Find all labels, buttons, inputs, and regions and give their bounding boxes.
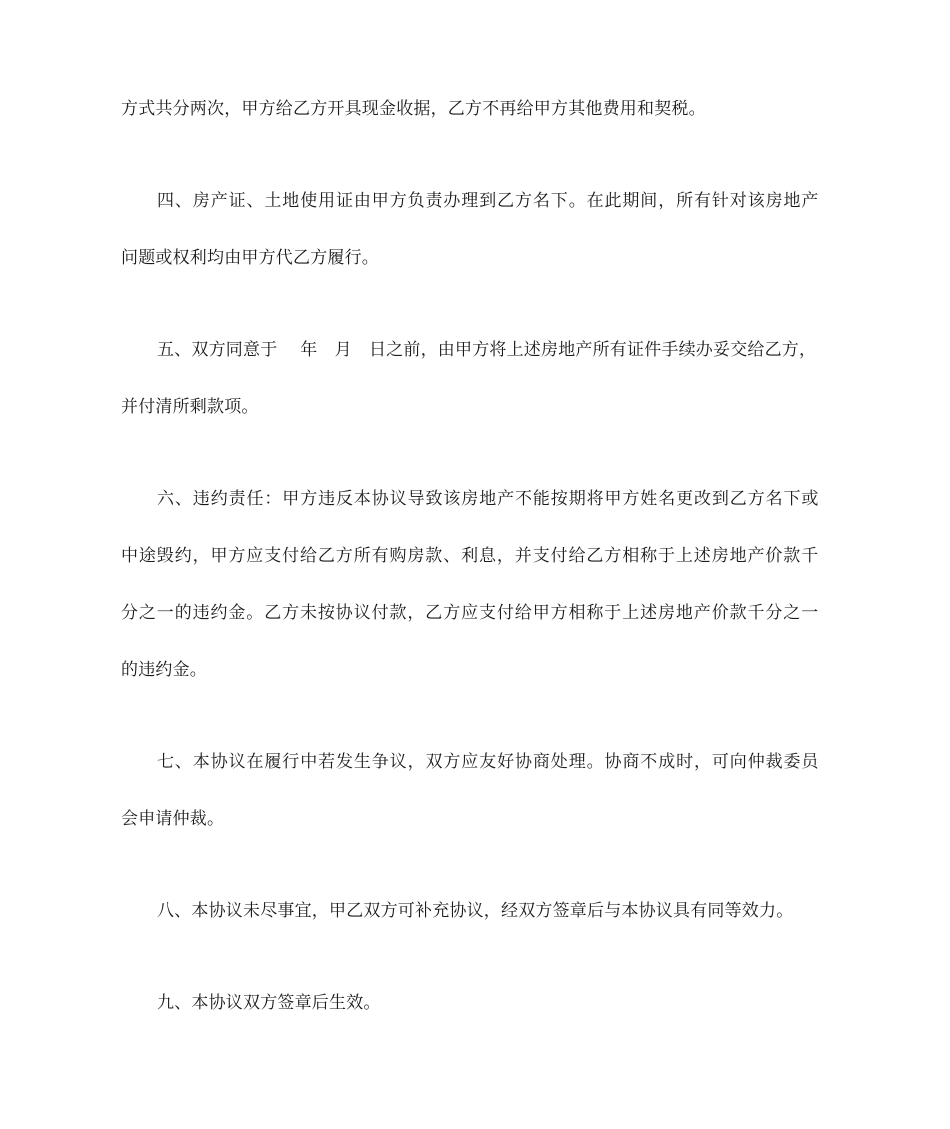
text-line: 方式共分两次，甲方给乙方开具现金收据，乙方不再给甲方其他费用和契税。 <box>121 99 706 119</box>
text-line: 并付清所剩款项。 <box>121 397 259 417</box>
text-line: 四、房产证、土地使用证由甲方负责办理到乙方名下。在此期间，所有针对该房地产 <box>157 191 820 211</box>
text-line: 会申请仲裁。 <box>121 809 225 829</box>
text-line: 问题或权利均由甲方代乙方履行。 <box>121 248 379 268</box>
text-line: 五、双方同意于 年 月 日之前，由甲方将上述房地产所有证件手续办妥交给乙方， <box>157 340 817 360</box>
text-line: 六、违约责任：甲方违反本协议导致该房地产不能按期将甲方姓名更改到乙方名下或 <box>157 489 820 509</box>
text-line: 中途毁约，甲方应支付给乙方所有购房款、利息，并支付给乙方相称于上述房地产价款千 <box>121 546 820 566</box>
text-line: 九、本协议双方签章后生效。 <box>157 993 381 1013</box>
text-line: 分之一的违约金。乙方未按协议付款，乙方应支付给甲方相称于上述房地产价款千分之一 <box>121 603 820 623</box>
text-line: 七、本协议在履行中若发生争议，双方应友好协商处理。协商不成时，可向仲裁委员 <box>157 752 820 772</box>
text-line: 八、本协议未尽事宜，甲乙双方可补充协议，经双方签章后与本协议具有同等效力。 <box>157 901 794 921</box>
text-line: 的违约金。 <box>121 660 207 680</box>
